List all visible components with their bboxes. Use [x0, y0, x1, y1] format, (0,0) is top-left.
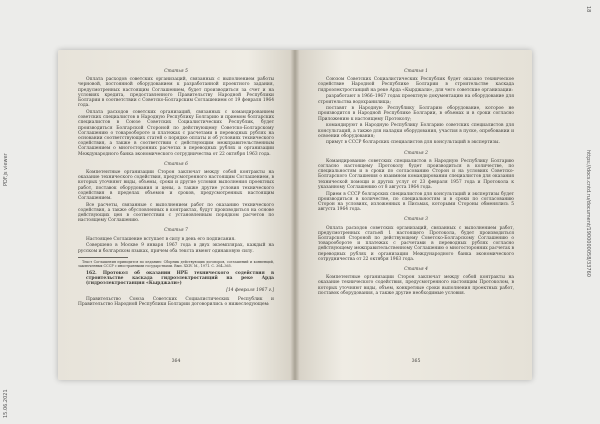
left-page — [78, 64, 274, 364]
article-heading: Статья 2 — [404, 150, 428, 156]
side-page-id: 18 — [585, 6, 591, 13]
article-heading: Статья 1 — [404, 69, 428, 74]
paragraph: Союзом Советских Социалистических Республик будет оказано техническое содействие Народной Республике Болгарии в строительстве каскада гидроэлектростанций на реке Арда «Кырджали», для чего советские организации: — [318, 77, 514, 93]
page-number: 364 — [171, 358, 181, 364]
source-url: https://docs.cntd.ru/document/1900000058/33760 — [585, 150, 591, 277]
paragraph: Оплата расходов советских организаций, связанных с выполнением работ, предусмотренных статьей 1 настоящего Протокола, будет производиться Болгарской Стороной по действующему Советско-Болгарскому Соглашению о товарообороте и платежах с расчетами в переводных рублях согласно действующему межправительственному Соглашению о многосторонних расчетах в переводных рублях и организации Международного банка экономического сотрудничества от 22 октября 1963 года. — [318, 225, 514, 262]
paragraph: Настоящее Соглашение вступает в силу в день его подписания. — [86, 236, 236, 242]
book-spread — [58, 50, 532, 380]
document-title: 162. Протокол об оказании НРБ технического содействия в строительстве каскада гидроэлектростанций на реке Арда (гидроэлектростанция «Кырджали») — [86, 270, 274, 287]
paragraph: Правительство Союза Советских Социалистических Республик и Правительство Народной Республики Болгарии договорились о нижеследующем: — [78, 296, 274, 307]
download-date: 15.06.2021 — [3, 389, 9, 418]
article-heading: Статья 3 — [404, 217, 428, 223]
document-date: [14 февраля 1967 г.] — [226, 288, 274, 294]
footnote: Текст Соглашения приводится по изданию: Сборник действующих договоров, соглашений и конвенций, заключенных СССР с иностранными государствами. Вып. XXIV. М., 1971. С. 364–365. — [78, 259, 274, 268]
article-heading: Статья 5 — [164, 69, 188, 74]
paragraph: Оплата расходов советских организаций, связанных с командированием советских специалистов в Народную Республику Болгарию и приемом болгарских специалистов в Союзе Советских Социалистических Республик, будет производиться Болгарской Стороной по действующему Советско-Болгарскому Соглашению о товарообороте и платежах с расчетами в переводных рублях на основании соответствующих статей о порядке оплаты и об условиях технического содействия, а также в соответствии с действующим межправительственным Соглашением о многосторонних расчетах в переводных рублях и организации Международного банка экономического сотрудничества от 22 октября 1963 года. — [78, 109, 274, 157]
paragraph: Компетентные организации Сторон заключат между собой контракты на оказание технического содействия, предусмотренного настоящим Соглашением, в которых уточняют виды, объемы, сроки и другие условия выполнения проектных работ, поставок оборудования и цены, а также другие условия технического содействия в пределах объемов и сроков, предусмотренных настоящим Соглашением. — [78, 169, 274, 201]
article-heading: Статья 7 — [164, 228, 188, 234]
footnote-divider — [78, 257, 128, 258]
paragraph: Компетентные организации Сторон заключат между собой контракты на оказание технического содействия, предусмотренного настоящим Протоколом, в которых уточняют виды, объем, конкретные сроки выполнения проектных работ, поставок оборудования, а также другие необходимые условия. — [318, 275, 514, 296]
right-page — [318, 64, 514, 364]
article-heading: Статья 4 — [404, 267, 428, 272]
article-heading: Статья 6 — [164, 161, 188, 167]
paragraph: Все расчеты, связанные с выполнением работ по оказанию технического содействия, а также обусловленных в контрактах, будут производиться на основе действующих цен в соответствии с установленным порядком расчетов по настоящему Соглашению. — [78, 202, 274, 224]
paragraph: Оплата расходов советских организаций, связанных с выполнением работы черновой, постоянной оборудованием к разработанной проектного задания, предусмотренных настоящим Соглашением, будет производиться за счет и на условиях кредита, предоставленного Правительству Народной Республики Болгарии в соответствии с Советско-Болгарским Соглашением от 19 февраля 1964 года. — [78, 77, 274, 109]
paragraph: поставят в Народную Республику Болгарию оборудование, которое не производится в Народной Республике Болгарии, в объемах и в сроки согласно Приложению к настоящему Протоколу; — [318, 106, 514, 122]
viewer-label: PDF.js viewer — [3, 153, 9, 186]
paragraph: командируют в Народную Республику Болгарию советских специалистов для консультаций, а также для наладки оборудования, участия в пуске, опробовании и освоении оборудования; — [318, 123, 514, 139]
paragraph: Командирование советских специалистов в Народную Республику Болгарию согласно настоящему Протоколу будет производиться в количестве, по специальностям и в сроки по согласованию Сторон и на условиях Советско-Болгарского Соглашения о взаимном командировании специалистов для оказания технической помощи и других услуг от 23 февраля 1957 года и Протокола к указанному Соглашению от 8 августа 1964 года. — [318, 158, 514, 190]
page-number: 365 — [411, 358, 421, 364]
paragraph: примут в СССР болгарских специалистов для консультаций в экспертизы. — [326, 140, 500, 146]
paragraph: Прием в СССР болгарских специалистов для консультаций и экспертизы будет производиться в количестве, по специальностям и в сроки по согласованию Сторон на условиях, изложенных в Письмах, которыми Стороны обменялись 5 августа 1964 года. — [318, 191, 514, 213]
paragraph: Совершено в Москве 9 января 1967 года в двух экземплярах, каждый на русском и болгарском языках, причем оба текста имеют одинаковую силу. — [78, 243, 274, 254]
paragraph: разработают в 1966–1967 годах проектную документацию на оборудование для строительства водохранилища; — [318, 94, 514, 105]
